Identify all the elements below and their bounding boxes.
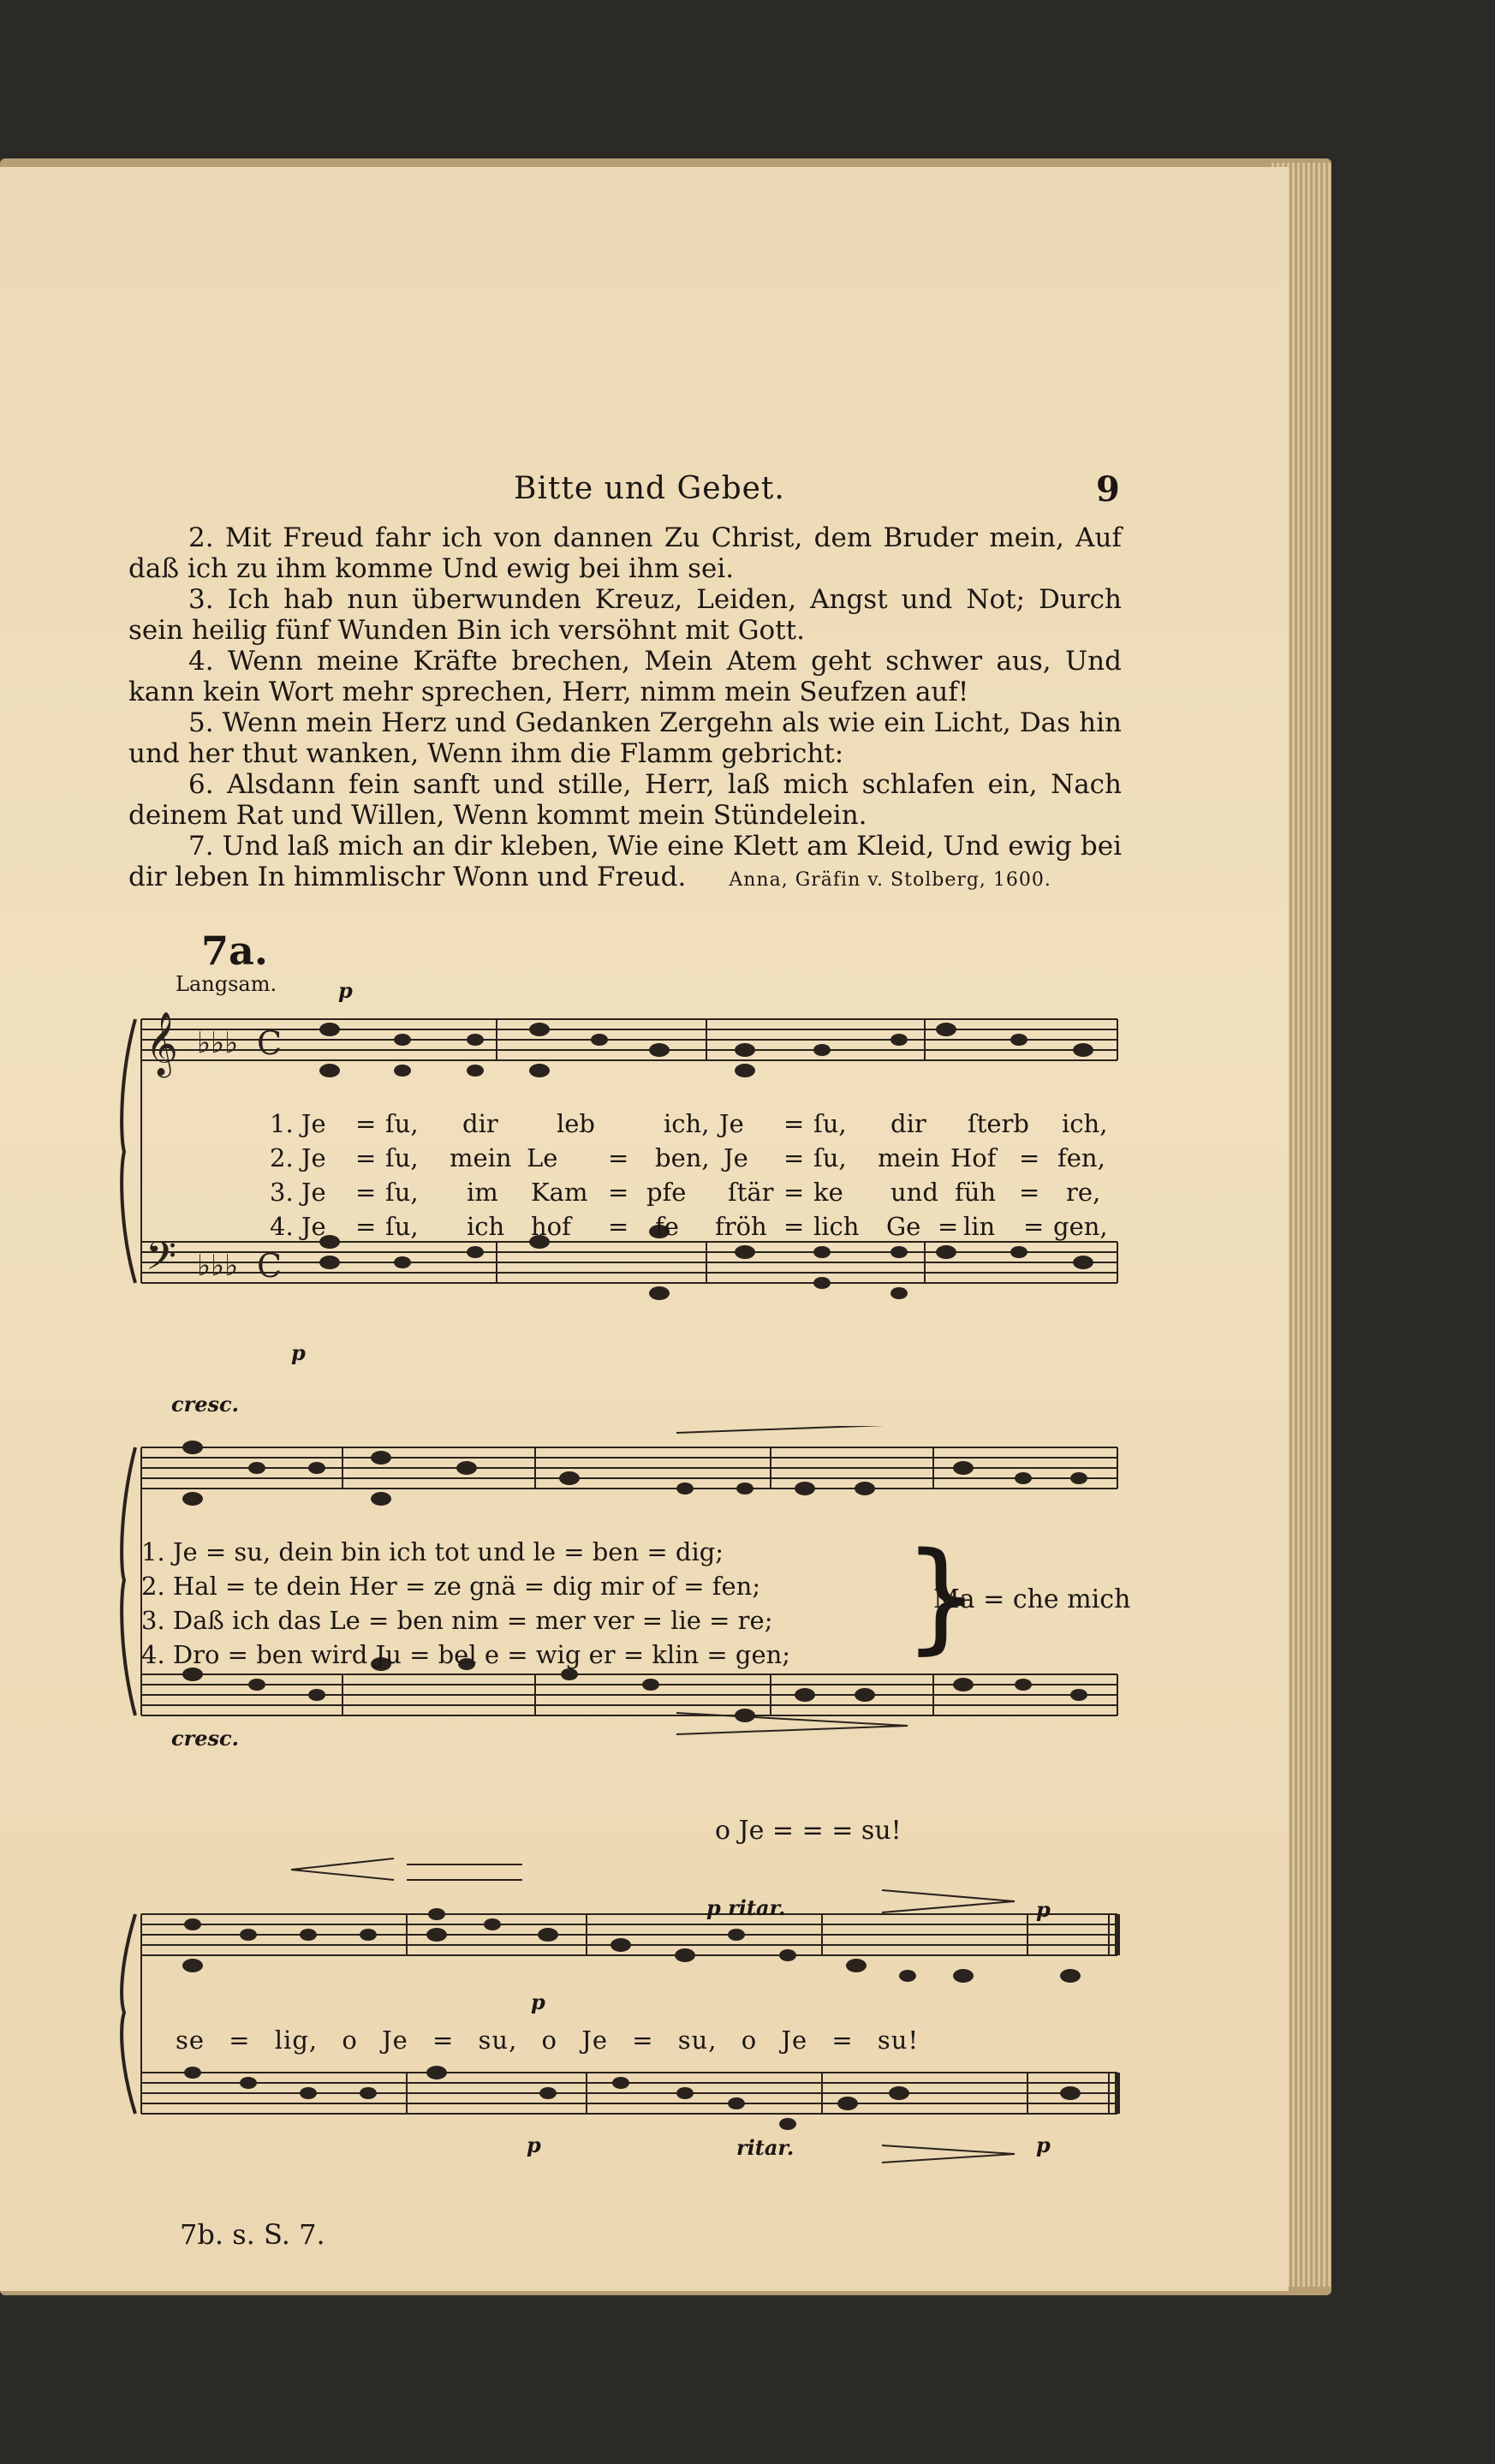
- decrescendo-hairpin-3: [882, 1890, 1015, 1912]
- dynamic-piano-end-top: p: [1036, 1897, 1051, 1922]
- staff-treble-1: [141, 1019, 1117, 1060]
- dynamic-piano-mid: p: [531, 1990, 545, 2014]
- verse-line-2: 2. Hal = te dein Her = ze gnä = dig mir of = fen;: [141, 1572, 761, 1601]
- music-system-3: [0, 1816, 1289, 2351]
- system-brace: [122, 1019, 135, 1283]
- svg-text:C: C: [257, 1024, 283, 1062]
- footnote: 7b. s. S. 7.: [180, 2218, 325, 2251]
- stanza-5: 5. Wenn mein Herz und Gedanken Zergehn als wie ein Licht, Das hin und her thut wanken, Wenn ihm die Flamm gebricht:: [128, 707, 1123, 769]
- author-credit: Anna, Gräfin v. Stolberg, 1600.: [729, 869, 1051, 891]
- dynamic-piano-end-bottom: p: [1036, 2133, 1051, 2157]
- hymn-number: 7a.: [201, 928, 268, 974]
- upper-lyric: o Je = = = su!: [715, 1816, 902, 1846]
- page-title: Bitte und Gebet.: [514, 471, 785, 506]
- stanza-2: 2. Mit Freud fahr ich von dannen Zu Christ, dem Bruder mein, Auf daß ich zu ihm komme Und ewig bei ihm sei.: [128, 522, 1122, 584]
- verse-line-3: 3. Daß ich das Le = ben nim = mer ver = lie = re;: [141, 1606, 773, 1635]
- decrescendo-hairpin-top: [676, 1426, 908, 1433]
- running-head: [0, 471, 1289, 514]
- staff-bass-1: [141, 1242, 1117, 1283]
- ritardando-top: p ritar.: [706, 1895, 786, 1920]
- stanza-7: 7. Und laß mich an dir kleben, Wie eine Klett am Kleid, Und ewig bei dir leben In himmlischr Wonn und Freud. Anna, Gräfin v. Stolberg, 1600.: [128, 831, 1122, 892]
- crescendo-hairpin-3: [291, 1858, 394, 1880]
- svg-text:𝄢: 𝄢: [146, 1233, 177, 1289]
- crescendo-top: cresc.: [171, 1392, 240, 1417]
- lyric-brace: }: [903, 1527, 980, 1667]
- stanza-4: 4. Wenn meine Kräfte brechen, Mein Atem geht schwer aus, Und kann kein Wort mehr sprechen, Herr, nimm mein Seufzen auf!: [128, 646, 1122, 707]
- final-lyric-line: se = lig, o Je = su, o Je = su, o Je = su!: [176, 2025, 920, 2055]
- dynamic-piano-top: p: [338, 978, 353, 1003]
- crescendo-bottom: cresc.: [171, 1726, 240, 1751]
- refrain-text: Ma = che mich: [933, 1584, 1131, 1614]
- verse-line-4: 4. Dro = ben wird Ju = bel e = wig er = klin = gen;: [141, 1640, 791, 1669]
- notes-system-3: [182, 1908, 1081, 2130]
- hymn-stanzas: [128, 522, 1122, 896]
- dynamic-piano-bottom: p: [291, 1340, 306, 1365]
- ritardando-bottom: ritar.: [736, 2135, 795, 2160]
- dynamic-piano-bottom-3: p: [527, 2133, 541, 2157]
- svg-text:C: C: [257, 1247, 283, 1285]
- music-system-1: 𝄞 ♭♭♭ C 𝄢 ♭♭♭ C p p 1. Je = ſu, dir leb ich, Je = ſu, dir ſterb ich, 2. Je = ſu, mein Le = ben, Je = ſu, mein Hof = fen, 3. Je = ſu, im Kam = pfe ſtär = ke und füh = re, 4. Je = ſu, ich hof = fe fröh = lich Ge = lin = gen,: [0, 981, 1289, 1495]
- score-system-3: [0, 1837, 1289, 2180]
- page-number: 9: [1096, 469, 1120, 510]
- book-page: [0, 167, 1289, 2291]
- stanza-3: 3. Ich hab nun überwunden Kreuz, Leiden, Angst und Not; Durch sein heilig fünf Wunden Bin ich versöhnt mit Gott.: [128, 584, 1122, 646]
- tempo-marking: Langsam.: [176, 972, 277, 996]
- stanza-6: 6. Alsdann fein sanft und stille, Herr, laß mich schlafen ein, Nach deinem Rat und Willen, Wenn kommt mein Stündelein.: [128, 769, 1122, 831]
- verse-line-1: 1. Je = su, dein bin ich tot und le = ben = dig;: [141, 1537, 724, 1566]
- svg-text:♭♭♭: ♭♭♭: [197, 1026, 239, 1060]
- svg-text:♭♭♭: ♭♭♭: [197, 1249, 239, 1283]
- svg-text:𝄞: 𝄞: [146, 1012, 178, 1076]
